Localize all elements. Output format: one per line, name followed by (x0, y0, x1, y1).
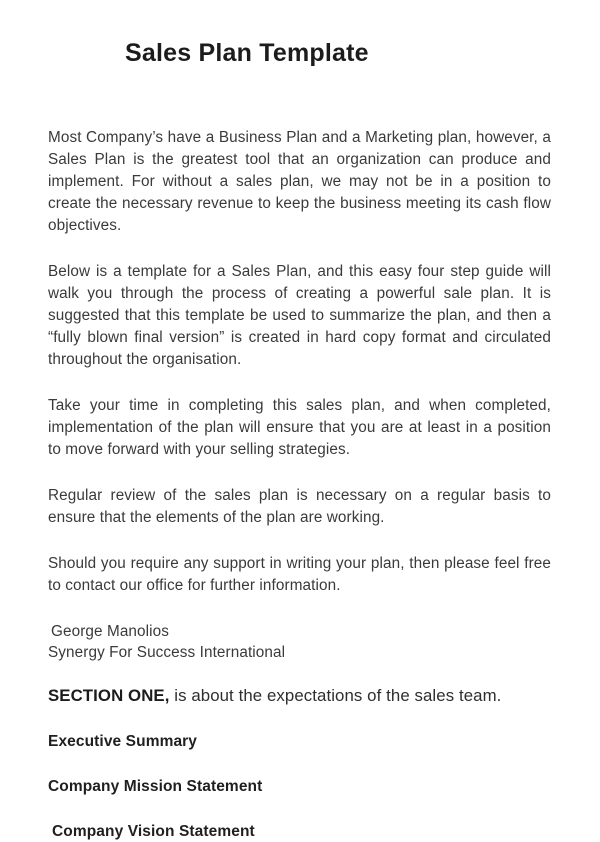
paragraph-template-guide: Below is a template for a Sales Plan, and this easy four step guide will walk you through the process of creating a powerful sale plan. It is suggested that this template be used to summarize the plan, and then a “fully blown final version” is created in hard copy format and circulated throughout the organisation. (48, 263, 551, 368)
paragraph-support-contact: Should you require any support in writing your plan, then please feel free to contact our office for further information. (48, 555, 551, 594)
paragraph-intro: Most Company’s have a Business Plan and a Marketing plan, however, a Sales Plan is the greatest tool that an organization can produce and implement. For without a sales plan, we may not be in a position to create the necessary revenue to keep the business meeting its cash flow objectives. (48, 129, 551, 234)
subheading-executive-summary: Executive Summary (48, 733, 198, 750)
paragraph-regular-review: Regular review of the sales plan is necessary on a regular basis to ensure that the elements of the plan are working. (48, 487, 551, 526)
subheading-company-vision-statement: Company Vision Statement (52, 823, 255, 840)
author-name: George Manolios (51, 623, 169, 640)
signature-block (48, 622, 551, 663)
page-title: Sales Plan Template (125, 39, 369, 67)
document-page (0, 38, 600, 840)
author-company: Synergy For Success International (48, 643, 286, 661)
section-one-label: SECTION ONE, (48, 686, 170, 705)
section-one-heading (48, 685, 551, 707)
section-one-description: is about the expectations of the sales team. (169, 686, 502, 705)
paragraph-take-your-time: Take your time in completing this sales plan, and when completed, implementation of the plan will ensure that you are at least in a position to move forward with your selling strategies. (48, 397, 551, 458)
subheading-company-mission-statement: Company Mission Statement (48, 778, 263, 795)
